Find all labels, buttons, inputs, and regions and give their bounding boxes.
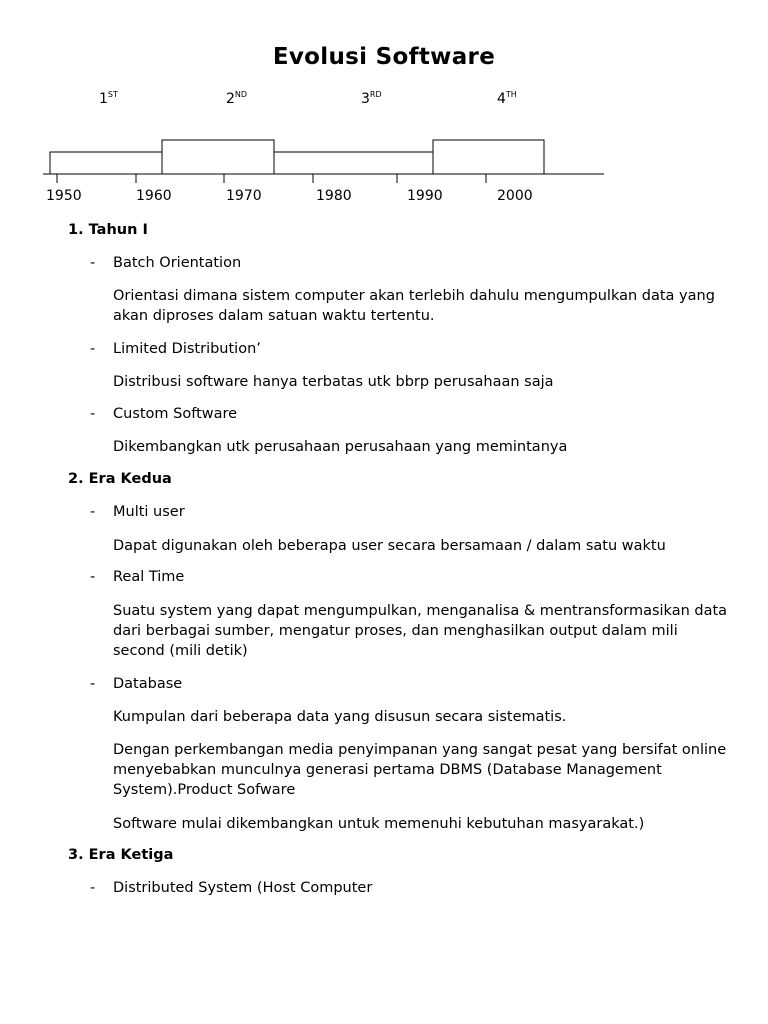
era-number: 2 — [226, 91, 235, 107]
item-description: Dapat digunakan oleh beberapa user secara bersamaan / dalam satu waktu — [113, 538, 666, 554]
era-number: 3 — [361, 91, 370, 107]
item-description: Orientasi dimana sistem computer akan terlebih dahulu mengumpulkan data yang akan diproses dalam satuan waktu tertentu. — [113, 288, 715, 324]
era-4-box — [433, 140, 544, 174]
bullet-dash: - — [90, 341, 96, 357]
item-description: Dikembangkan utk perusahaan perusahaan yang memintanya — [113, 439, 568, 455]
era-1-box — [50, 152, 162, 174]
section-heading: 1. Tahun I — [68, 222, 148, 238]
year-label: 1950 — [46, 188, 82, 204]
item-description: Distribusi software hanya terbatas utk bbrp perusahaan saja — [113, 374, 554, 390]
item-description: Software mulai dikembangkan untuk memenuhi kebutuhan masyarakat.) — [113, 816, 645, 832]
section-heading: 3. Era Ketiga — [68, 847, 174, 863]
era-ordinal-suffix: RD — [369, 90, 382, 99]
bullet-dash: - — [90, 880, 96, 896]
era-number: 4 — [497, 91, 506, 107]
bullet-dash: - — [90, 676, 96, 692]
timeline-diagram — [0, 0, 768, 200]
list-item: Database — [113, 676, 183, 692]
item-description: Dengan perkembangan media penyimpanan yang sangat pesat yang bersifat online menyebabkan munculnya generasi pertama DBMS (Database Management System).Product Sofware — [113, 742, 727, 798]
item-description: Suatu system yang dapat mengumpulkan, menganalisa & mentransformasikan data dari berbagai sumber, mengatur proses, dan menghasilkan output dalam mili second (mili detik) — [113, 603, 728, 659]
list-item: Custom Software — [113, 406, 238, 422]
item-description: Kumpulan dari beberapa data yang disusun secara sistematis. — [113, 709, 567, 725]
era-ordinal-suffix: ST — [107, 90, 118, 99]
list-item: Real Time — [113, 569, 185, 585]
section-heading: 2. Era Kedua — [68, 471, 172, 487]
era-ordinal-suffix: ND — [234, 90, 248, 99]
era-ordinal-suffix: TH — [505, 90, 517, 99]
year-label: 1990 — [407, 188, 443, 204]
list-item: Limited Distribution’ — [113, 341, 261, 357]
year-label: 1980 — [316, 188, 352, 204]
page-title: Evolusi Software — [272, 44, 496, 70]
year-label: 1960 — [136, 188, 172, 204]
year-label: 2000 — [497, 188, 533, 204]
bullet-dash: - — [90, 569, 96, 585]
list-item: Batch Orientation — [113, 255, 242, 271]
era-number: 1 — [99, 91, 108, 107]
year-label: 1970 — [226, 188, 262, 204]
list-item: Distributed System (Host Computer — [113, 880, 373, 896]
bullet-dash: - — [90, 255, 96, 271]
bullet-dash: - — [90, 406, 96, 422]
era-3-box — [274, 152, 433, 174]
list-item: Multi user — [113, 504, 185, 520]
bullet-dash: - — [90, 504, 96, 520]
era-2-box — [162, 140, 274, 174]
